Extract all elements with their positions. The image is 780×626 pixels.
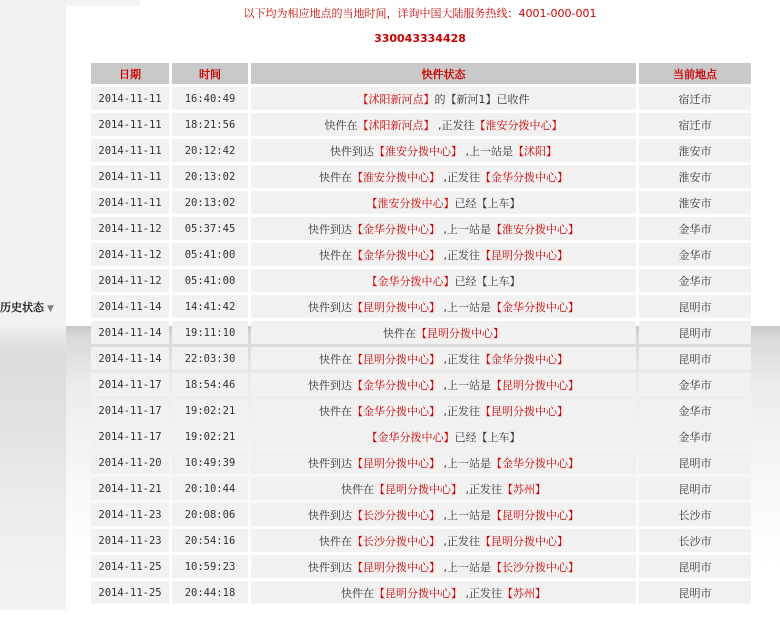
row-time: 14:41:42 xyxy=(172,295,248,318)
row-time: 05:41:00 xyxy=(172,243,248,266)
row-time: 19:11:10 xyxy=(172,321,248,344)
row-date: 2014-11-17 xyxy=(91,399,169,422)
status-text: 快件在 xyxy=(341,482,374,496)
row-time: 20:44:18 xyxy=(172,581,248,604)
status-place: 【沭阳新河点】 xyxy=(357,92,435,106)
status-place: 【金华分拨中心】 xyxy=(366,430,455,444)
row-status xyxy=(251,451,636,474)
row-location: 昆明市 xyxy=(639,477,751,500)
history-status-toggle[interactable] xyxy=(0,300,54,316)
row-time: 16:40:49 xyxy=(172,87,248,110)
status-place: 【昆明分拨中心】 xyxy=(374,482,462,496)
header-time: 时间 xyxy=(172,63,248,84)
status-text: 快件到达 xyxy=(330,144,374,158)
status-place: 【金华分拨中心】 xyxy=(366,274,455,288)
status-place: 【沭阳新河点】 xyxy=(357,118,435,132)
row-time: 20:10:44 xyxy=(172,477,248,500)
status-place: 【昆明分拨中心】 xyxy=(416,326,504,340)
status-text: ,正发往 xyxy=(462,482,502,496)
table-row xyxy=(91,477,751,500)
row-status xyxy=(251,217,636,240)
status-place: 【昆明分拨中心】 xyxy=(491,508,579,522)
row-status xyxy=(251,399,636,422)
status-place: 【昆明分拨中心】 xyxy=(352,352,440,366)
status-text: 快件在 xyxy=(341,586,374,600)
row-status xyxy=(251,347,636,370)
table-row xyxy=(91,581,751,604)
row-date: 2014-11-20 xyxy=(91,451,169,474)
history-status-label: 历史状态 xyxy=(0,301,44,314)
row-location: 昆明市 xyxy=(639,321,751,344)
status-text: 快件到达 xyxy=(308,378,352,392)
row-time: 19:02:21 xyxy=(172,425,248,448)
tracking-number: 330043334428 xyxy=(374,32,466,45)
row-time: 18:21:56 xyxy=(172,113,248,136)
status-text: ,正发往 xyxy=(462,586,502,600)
row-location: 昆明市 xyxy=(639,581,751,604)
status-place: 【金华分拨中心】 xyxy=(352,378,440,392)
row-location: 昆明市 xyxy=(639,451,751,474)
row-location: 长沙市 xyxy=(639,503,751,526)
table-row xyxy=(91,295,751,318)
table-row xyxy=(91,503,751,526)
status-text: ,上一站是 xyxy=(440,222,491,236)
row-status xyxy=(251,113,636,136)
row-location: 淮安市 xyxy=(639,191,751,214)
status-text: ,正发往 xyxy=(440,170,480,184)
row-status xyxy=(251,321,636,344)
row-location: 宿迁市 xyxy=(639,87,751,110)
header-date: 日期 xyxy=(91,63,169,84)
status-text: 快件在 xyxy=(324,118,358,132)
table-row xyxy=(91,243,751,266)
row-location: 宿迁市 xyxy=(639,113,751,136)
status-place: 【苏州】 xyxy=(502,482,546,496)
status-place: 【淮安分拨中心】 xyxy=(474,118,563,132)
row-location: 金华市 xyxy=(639,425,751,448)
row-time: 20:08:06 xyxy=(172,503,248,526)
status-place: 【淮安分拨中心】 xyxy=(374,144,462,158)
status-text: 的【新河1】已收件 xyxy=(434,92,530,106)
triangle-down-icon: ▼ xyxy=(47,304,54,314)
status-text: 快件到达 xyxy=(308,560,352,574)
table-row xyxy=(91,217,751,240)
status-place: 【淮安分拨中心】 xyxy=(491,222,579,236)
row-date: 2014-11-11 xyxy=(91,113,169,136)
row-time: 20:13:02 xyxy=(172,191,248,214)
status-text: 快件在 xyxy=(319,248,352,262)
table-row xyxy=(91,529,751,552)
table-body xyxy=(91,87,751,604)
status-text: ,上一站是 xyxy=(440,456,491,470)
status-text: 已经【上车】 xyxy=(454,274,521,288)
status-place: 【淮安分拨中心】 xyxy=(366,196,455,210)
status-place: 【昆明分拨中心】 xyxy=(480,534,568,548)
table-row xyxy=(91,347,751,370)
table-row xyxy=(91,399,751,422)
status-text: 快件在 xyxy=(319,352,352,366)
row-time: 22:03:30 xyxy=(172,347,248,370)
row-location: 金华市 xyxy=(639,399,751,422)
row-date: 2014-11-11 xyxy=(91,87,169,110)
row-status xyxy=(251,425,636,448)
row-time: 19:02:21 xyxy=(172,399,248,422)
row-status xyxy=(251,165,636,188)
table-row xyxy=(91,139,751,162)
status-text: ,上一站是 xyxy=(440,508,491,522)
status-place: 【昆明分拨中心】 xyxy=(374,586,462,600)
table-row xyxy=(91,269,751,292)
table-row xyxy=(91,165,751,188)
status-place: 【长沙分拨中心】 xyxy=(491,560,579,574)
status-text: 快件在 xyxy=(319,534,352,548)
table-row xyxy=(91,191,751,214)
status-place: 【金华分拨中心】 xyxy=(480,170,568,184)
header-location: 当前地点 xyxy=(639,63,751,84)
row-location: 昆明市 xyxy=(639,295,751,318)
table-row xyxy=(91,425,751,448)
row-time: 05:37:45 xyxy=(172,217,248,240)
status-text: ,正发往 xyxy=(440,248,480,262)
status-text: ,正发往 xyxy=(440,404,480,418)
table-row xyxy=(91,87,751,110)
status-place: 【金华分拨中心】 xyxy=(352,248,440,262)
row-status xyxy=(251,529,636,552)
row-location: 淮安市 xyxy=(639,139,751,162)
status-text: 已经【上车】 xyxy=(454,430,521,444)
status-place: 【长沙分拨中心】 xyxy=(352,534,440,548)
status-place: 【金华分拨中心】 xyxy=(491,456,579,470)
row-location: 金华市 xyxy=(639,217,751,240)
row-date: 2014-11-21 xyxy=(91,477,169,500)
status-text: 快件在 xyxy=(319,404,352,418)
status-text: ,正发往 xyxy=(434,118,475,132)
status-place: 【金华分拨中心】 xyxy=(491,300,579,314)
header-status: 快件状态 xyxy=(251,63,636,84)
row-date: 2014-11-25 xyxy=(91,555,169,578)
status-place: 【昆明分拨中心】 xyxy=(480,248,568,262)
row-location: 淮安市 xyxy=(639,165,751,188)
row-date: 2014-11-23 xyxy=(91,529,169,552)
row-status xyxy=(251,555,636,578)
row-status xyxy=(251,139,636,162)
row-date: 2014-11-12 xyxy=(91,217,169,240)
row-date: 2014-11-14 xyxy=(91,347,169,370)
row-date: 2014-11-12 xyxy=(91,269,169,292)
row-date: 2014-11-11 xyxy=(91,191,169,214)
status-place: 【淮安分拨中心】 xyxy=(352,170,440,184)
row-date: 2014-11-17 xyxy=(91,425,169,448)
row-location: 金华市 xyxy=(639,373,751,396)
status-text: 快件在 xyxy=(383,326,416,340)
table-row xyxy=(91,451,751,474)
row-status xyxy=(251,503,636,526)
row-time: 20:12:42 xyxy=(172,139,248,162)
status-place: 【金华分拨中心】 xyxy=(352,222,440,236)
table-row xyxy=(91,373,751,396)
row-status xyxy=(251,295,636,318)
table-row xyxy=(91,555,751,578)
row-location: 长沙市 xyxy=(639,529,751,552)
row-location: 昆明市 xyxy=(639,555,751,578)
row-date: 2014-11-11 xyxy=(91,139,169,162)
row-status xyxy=(251,269,636,292)
row-time: 20:13:02 xyxy=(172,165,248,188)
status-place: 【金华分拨中心】 xyxy=(352,404,440,418)
status-text: 快件到达 xyxy=(308,456,352,470)
row-time: 05:41:00 xyxy=(172,269,248,292)
row-time: 20:54:16 xyxy=(172,529,248,552)
row-status xyxy=(251,191,636,214)
status-place: 【昆明分拨中心】 xyxy=(480,404,568,418)
row-date: 2014-11-25 xyxy=(91,581,169,604)
row-status xyxy=(251,581,636,604)
status-place: 【昆明分拨中心】 xyxy=(352,560,440,574)
status-text: 快件到达 xyxy=(308,300,352,314)
status-place: 【金华分拨中心】 xyxy=(480,352,568,366)
status-text: ,正发往 xyxy=(440,352,480,366)
top-bar xyxy=(0,0,780,6)
status-place: 【昆明分拨中心】 xyxy=(491,378,579,392)
row-status xyxy=(251,87,636,110)
row-location: 金华市 xyxy=(639,269,751,292)
status-text: ,上一站是 xyxy=(440,560,491,574)
status-place: 【昆明分拨中心】 xyxy=(352,300,440,314)
status-text: ,上一站是 xyxy=(440,300,491,314)
table-row xyxy=(91,113,751,136)
status-text: 已经【上车】 xyxy=(454,196,521,210)
row-time: 18:54:46 xyxy=(172,373,248,396)
status-place: 【昆明分拨中心】 xyxy=(352,456,440,470)
row-date: 2014-11-12 xyxy=(91,243,169,266)
row-status xyxy=(251,243,636,266)
status-text: ,上一站是 xyxy=(462,144,513,158)
row-time: 10:49:39 xyxy=(172,451,248,474)
table-header-row xyxy=(91,63,751,84)
row-date: 2014-11-17 xyxy=(91,373,169,396)
row-date: 2014-11-14 xyxy=(91,321,169,344)
status-text: ,上一站是 xyxy=(440,378,491,392)
status-text: 快件在 xyxy=(319,170,352,184)
status-text: 快件到达 xyxy=(308,508,352,522)
status-place: 【长沙分拨中心】 xyxy=(352,508,440,522)
status-text: 快件到达 xyxy=(308,222,352,236)
status-place: 【苏州】 xyxy=(502,586,546,600)
tracking-table xyxy=(88,60,754,607)
row-location: 金华市 xyxy=(639,243,751,266)
table-row xyxy=(91,321,751,344)
row-location: 昆明市 xyxy=(639,347,751,370)
status-place: 【沭阳】 xyxy=(513,144,557,158)
row-date: 2014-11-23 xyxy=(91,503,169,526)
row-date: 2014-11-11 xyxy=(91,165,169,188)
row-time: 10:59:23 xyxy=(172,555,248,578)
row-date: 2014-11-14 xyxy=(91,295,169,318)
service-notice: 以下均为相应地点的当地时间，详询中国大陆服务热线：4001-000-001 xyxy=(243,7,597,20)
row-status xyxy=(251,477,636,500)
status-text: ,正发往 xyxy=(440,534,480,548)
row-status xyxy=(251,373,636,396)
